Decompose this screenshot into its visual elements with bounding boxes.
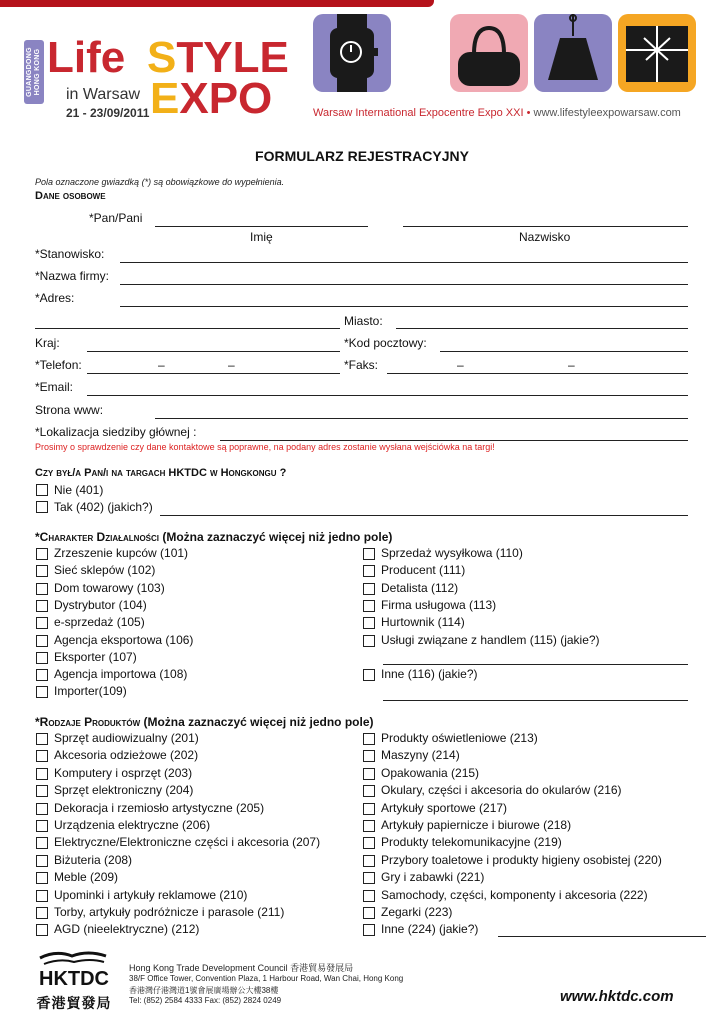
trade-services-which-field[interactable] (383, 664, 688, 665)
business-option-label: Agencja eksportowa (106) (54, 632, 194, 647)
product-option-label: Sprzęt audiowizualny (201) (54, 731, 199, 745)
form-title: FORMULARZ REJESTRACYJNY (255, 148, 469, 164)
business-option-label: Usługi związane z handlem (115) (jakie?) (381, 632, 600, 647)
product-option-label: Biżuteria (208) (54, 852, 133, 867)
postal-field[interactable] (440, 351, 688, 352)
product-option-checkbox[interactable] (36, 890, 48, 902)
gift-tile-icon (618, 14, 696, 92)
required-note: Pola oznaczone gwiazdką (*) są obowiązkowe do wypełnienia. (35, 177, 285, 187)
country-field[interactable] (87, 351, 340, 352)
badge-hongkong-text: HONG KONG (34, 48, 42, 96)
product-option-label: AGD (nieelektryczne) (212) (54, 922, 200, 937)
fax-label: *Faks: (344, 358, 379, 372)
business-option-label: Detalista (112) (381, 580, 459, 595)
products-heading-text: *Rodzaje Produktów (35, 715, 141, 729)
visited-heading-text: Czy był/a Pan/i na targach HKTDC w Hongkongu ? (35, 467, 287, 479)
product-option-checkbox[interactable] (36, 768, 48, 780)
first-name-field[interactable] (155, 226, 368, 227)
logo-style-s: S (147, 33, 177, 82)
city-field[interactable] (396, 328, 688, 329)
product-option-checkbox[interactable] (36, 872, 48, 884)
business-option-label: Dom towarowy (103) (54, 580, 165, 595)
business-option-checkbox[interactable] (36, 686, 48, 698)
business-option-checkbox[interactable] (363, 617, 375, 629)
business-option-checkbox[interactable] (363, 565, 375, 577)
visited-no-label: Nie (401) (54, 483, 104, 497)
product-option-checkbox[interactable] (363, 733, 375, 745)
product-option-checkbox[interactable] (36, 855, 48, 867)
country-label: Kraj: (35, 336, 60, 350)
hktdc-logo (36, 948, 112, 1011)
visited-yes-label: Tak (402) (jakich?) (54, 500, 153, 514)
hq-label: *Lokalizacja siedziby głównej : (35, 425, 197, 439)
business-option-label: Inne (116) (jakie?) (381, 667, 478, 682)
product-option-checkbox[interactable] (36, 750, 48, 762)
business-option-checkbox[interactable] (363, 583, 375, 595)
product-option-label: Elektryczne/Elektroniczne części i akcesoria (207) (54, 835, 321, 850)
fax-dash-2: – (568, 358, 575, 372)
venue-name: Warsaw International Expocentre Expo XXI (313, 107, 524, 119)
website-field[interactable] (155, 418, 688, 419)
phone-label: *Telefon: (35, 358, 82, 372)
logo-expo-e: E (150, 74, 180, 123)
contact-warning: Prosimy o sprawdzenie czy dane kontaktowe są poprawne, na podany adres zostanie wysłana wejściówka na targi! (35, 442, 495, 452)
product-option-checkbox[interactable] (36, 820, 48, 832)
product-option-label: Komputery i osprzęt (203) (54, 765, 193, 780)
address-field-2[interactable] (35, 328, 340, 329)
phone-dash-2: – (228, 358, 235, 372)
business-heading-text: *Charakter Działalności (35, 530, 159, 544)
email-label: *Email: (35, 380, 74, 394)
position-label: *Stanowisko: (35, 247, 105, 261)
product-option-label: Opakowania (215) (381, 765, 480, 780)
lamp-tile-icon (534, 14, 612, 92)
product-option-checkbox[interactable] (36, 733, 48, 745)
product-option-label: Produkty oświetleniowe (213) (381, 731, 538, 745)
product-option-label: Meble (209) (54, 870, 119, 885)
phone-dash-1: – (158, 358, 165, 372)
product-option-checkbox[interactable] (363, 785, 375, 797)
last-name-caption: Nazwisko (519, 230, 571, 244)
business-option-label: Agencja importowa (108) (54, 667, 188, 682)
venue-separator: • (526, 107, 531, 119)
business-option-label: Sieć sklepów (102) (54, 563, 156, 578)
last-name-field[interactable] (403, 226, 688, 227)
business-option-checkbox[interactable] (36, 669, 48, 681)
business-option-checkbox[interactable] (363, 669, 375, 681)
business-option-checkbox[interactable] (363, 600, 375, 612)
business-option-checkbox[interactable] (36, 583, 48, 595)
product-option-label: Gry i zabawki (221) (381, 870, 485, 885)
business-heading-note: (Można zaznaczyć więcej niż jedno pole) (162, 530, 393, 544)
product-option-label: Produkty telekomunikacyjne (219) (381, 835, 562, 850)
footer-url[interactable]: www.hktdc.com (560, 988, 674, 1005)
business-heading (35, 530, 392, 544)
address-label: *Adres: (35, 291, 75, 305)
visited-heading (35, 467, 286, 479)
city-label: Miasto: (344, 314, 383, 328)
business-option-label: Sprzedaż wysyłkowa (110) (381, 546, 523, 560)
guangdong-hongkong-badge (24, 40, 44, 104)
product-option-label: Urządzenia elektryczne (206) (54, 818, 211, 832)
company-label: *Nazwa firmy: (35, 269, 110, 283)
business-option-checkbox[interactable] (36, 617, 48, 629)
footer-org: Hong Kong Trade Development Council 香港貿易發展局 (129, 963, 354, 973)
visited-which-field[interactable] (160, 515, 688, 516)
product-option-label: Maszyny (214) (381, 748, 460, 763)
product-option-checkbox[interactable] (363, 803, 375, 815)
product-option-label: Dekoracja i rzemiosło artystyczne (205) (54, 800, 265, 815)
business-option-label: Eksporter (107) (54, 649, 137, 664)
product-option-checkbox[interactable] (363, 907, 375, 919)
business-option-label: e-sprzedaż (105) (54, 615, 145, 630)
logo-style-rest: TYLE (176, 33, 289, 82)
business-option-label: Dystrybutor (104) (54, 597, 147, 612)
business-option-label: Firma usługowa (113) (381, 597, 497, 612)
products-heading-note: (Można zaznaczyć więcej niż jedno pole) (143, 715, 374, 729)
position-field[interactable] (120, 262, 688, 263)
product-option-label: Samochody, części, komponenty i akcesoria (222) (381, 887, 648, 902)
logo-dates: 21 - 23/09/2011 (66, 106, 150, 120)
business-option-label: Zrzeszenie kupców (101) (54, 546, 189, 560)
postal-label: *Kod pocztowy: (344, 336, 427, 350)
product-option-checkbox[interactable] (363, 768, 375, 780)
logo-expo-rest: XPO (179, 74, 273, 123)
visited-yes-checkbox[interactable] (36, 501, 48, 513)
products-other-which-field[interactable] (498, 936, 706, 937)
fax-field[interactable] (387, 373, 688, 374)
hq-field[interactable] (220, 440, 688, 441)
business-option-checkbox[interactable] (36, 600, 48, 612)
product-option-label: Przybory toaletowe i produkty higieny osobistej (220) (381, 852, 662, 867)
footer-address: 38/F Office Tower, Convention Plaza, 1 Harbour Road, Wan Chai, Hong Kong (129, 974, 404, 983)
product-option-label: Inne (224) (jakie?) (381, 922, 479, 937)
business-option-label: Producent (111) (381, 563, 466, 578)
product-option-checkbox[interactable] (36, 924, 48, 936)
product-option-checkbox[interactable] (36, 803, 48, 815)
business-option-label: Hurtownik (114) (381, 615, 465, 630)
business-option-checkbox[interactable] (363, 548, 375, 560)
website-label: Strona www: (35, 403, 104, 417)
product-option-label: Artykuły sportowe (217) (381, 800, 508, 815)
product-option-checkbox[interactable] (363, 924, 375, 936)
hktdc-logo-cn: 香港貿發局 (36, 995, 112, 1011)
phone-field[interactable] (87, 373, 340, 374)
hktdc-logo-text: HKTDC (39, 968, 109, 988)
product-option-checkbox[interactable] (36, 907, 48, 919)
logo-life: Life (47, 33, 126, 82)
product-option-label: Zegarki (223) (381, 905, 453, 919)
logo-in-warsaw: in Warsaw (66, 86, 141, 103)
business-option-checkbox[interactable] (36, 565, 48, 577)
business-option-label: Importer(109) (54, 684, 127, 699)
product-option-label: Sprzęt elektroniczny (204) (54, 783, 194, 798)
business-option-checkbox[interactable] (363, 635, 375, 647)
business-option-checkbox[interactable] (36, 635, 48, 647)
venue-line (313, 107, 681, 119)
products-heading (35, 715, 374, 729)
footer-address-cn: 香港灣仔港灣道1號會展廣場辦公大樓38樓 (129, 986, 279, 995)
product-option-checkbox[interactable] (363, 872, 375, 884)
top-accent-bar (0, 0, 434, 7)
visited-no-checkbox[interactable] (36, 484, 48, 496)
product-option-label: Akcesoria odzieżowe (202) (54, 748, 199, 763)
first-name-caption: Imię (250, 230, 273, 244)
business-other-which-field[interactable] (383, 700, 688, 701)
personal-heading (35, 190, 106, 202)
product-option-checkbox[interactable] (363, 820, 375, 832)
company-field[interactable] (120, 284, 688, 285)
badge-guangdong-text: GUANGDONG (26, 47, 34, 97)
address-field[interactable] (120, 306, 688, 307)
product-option-label: Torby, artykuły podróżnicze i parasole (211) (54, 905, 285, 919)
handbag-tile-icon (450, 14, 528, 92)
product-option-label: Artykuły papiernicze i biurowe (218) (381, 818, 572, 832)
email-field[interactable] (87, 395, 688, 396)
fax-dash-1: – (457, 358, 464, 372)
footer-contact: Tel: (852) 2584 4333 Fax: (852) 2824 0249 (129, 996, 282, 1005)
product-option-checkbox[interactable] (363, 837, 375, 849)
business-option-checkbox[interactable] (36, 548, 48, 560)
watch-tile-icon (313, 14, 391, 92)
logo-expo (150, 74, 273, 123)
product-option-checkbox[interactable] (36, 837, 48, 849)
product-option-checkbox[interactable] (36, 785, 48, 797)
business-option-checkbox[interactable] (36, 652, 48, 664)
venue-url[interactable]: www.lifestyleexpowarsaw.com (533, 107, 681, 119)
product-option-checkbox[interactable] (363, 750, 375, 762)
personal-heading-text: Dane osobowe (35, 190, 106, 202)
salutation-label: *Pan/Pani (89, 211, 143, 225)
product-option-label: Upominki i artykuły reklamowe (210) (54, 887, 248, 902)
product-option-checkbox[interactable] (363, 890, 375, 902)
product-option-checkbox[interactable] (363, 855, 375, 867)
product-option-label: Okulary, części i akcesoria do okularów (216) (381, 783, 622, 798)
